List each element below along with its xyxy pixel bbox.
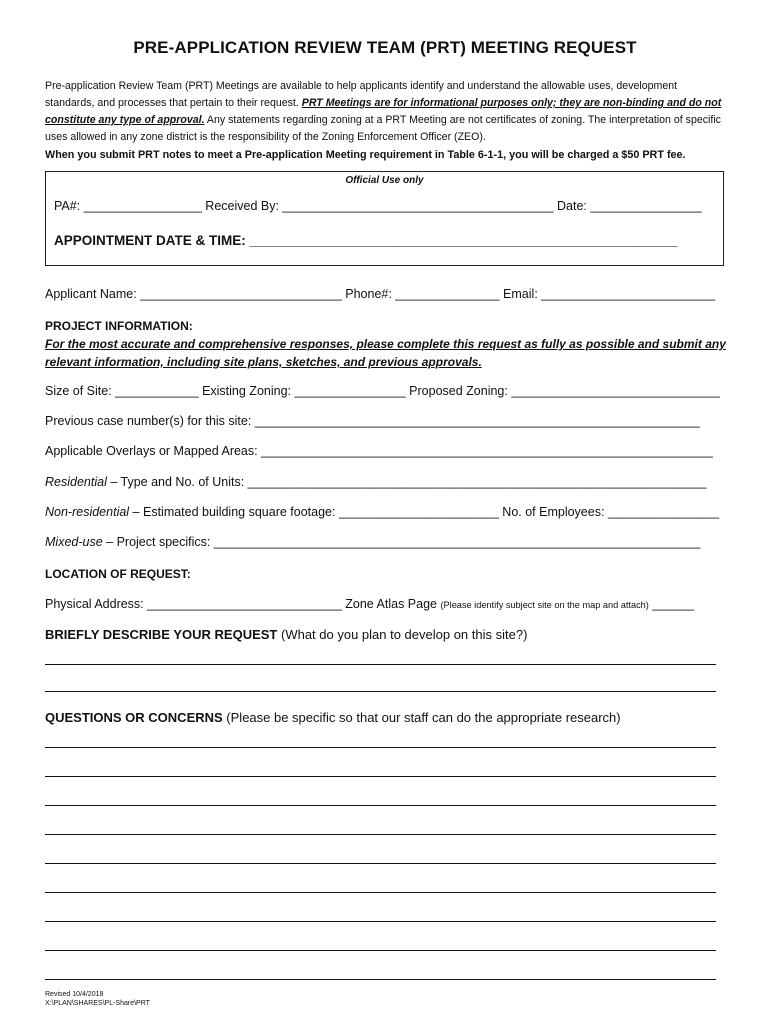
physical-address-line[interactable] xyxy=(45,597,694,611)
site-size-zoning-line[interactable]: Size of Site: ____________ Existing Zoning: ________________ Proposed Zoning: ______________________________ xyxy=(45,384,720,398)
mixed-use-line[interactable] xyxy=(45,535,700,549)
footer-revision xyxy=(45,990,150,1008)
questions-answer-line[interactable] xyxy=(45,776,716,777)
file-path: X:\PLAN\SHARES\PL-Share\PRT xyxy=(45,1000,150,1007)
residential-field: – Type and No. of Units: __________________________________________________________________ xyxy=(106,475,707,489)
residential-label: Residential xyxy=(45,475,107,489)
questions-answer-line[interactable] xyxy=(45,892,716,893)
questions-answer-line[interactable] xyxy=(45,950,716,951)
nonresidential-label: Non-residential xyxy=(45,505,130,519)
intro-paragraph xyxy=(45,78,725,146)
page-title: PRE-APPLICATION REVIEW TEAM (PRT) MEETING REQUEST xyxy=(133,38,637,57)
questions-answer-line[interactable] xyxy=(45,979,716,980)
location-heading: LOCATION OF REQUEST: xyxy=(45,567,191,581)
mixed-use-field: – Project specifics: ______________________________________________________________________ xyxy=(102,535,701,549)
address-field: Physical Address: ____________________________ Zone Atlas Page xyxy=(45,597,441,611)
applicant-contact-line[interactable]: Applicant Name: _____________________________ Phone#: _______________ Email: _________________________ xyxy=(45,287,716,301)
questions-answer-line[interactable] xyxy=(45,863,716,864)
intro-text-1: Pre-application Review Team (PRT) Meetings are available to help applicants identify and understand the allowable uses, development standards, and processes that pertain to their request. xyxy=(45,80,678,109)
intro-emphasis: PRT Meetings are for informational purposes only; they are non-binding and do not constitute any type of approval. xyxy=(45,97,722,126)
questions-heading: QUESTIONS OR CONCERNS xyxy=(45,710,223,725)
questions-answer-line[interactable] xyxy=(45,921,716,922)
project-info-heading: PROJECT INFORMATION: xyxy=(45,319,193,333)
atlas-note: (Please identify subject site on the map and attach) xyxy=(440,600,649,610)
describe-request-line xyxy=(45,627,527,642)
appointment-date-time-line[interactable]: APPOINTMENT DATE & TIME: _________________________________________________________ xyxy=(54,233,678,248)
residential-line[interactable] xyxy=(45,475,707,489)
previous-case-line[interactable]: Previous case number(s) for this site: ________________________________________________________________ xyxy=(45,414,700,428)
questions-prompt: (Please be specific so that our staff can do the appropriate research) xyxy=(222,710,621,725)
nonresidential-field: – Estimated building square footage: _______________________ No. of Employees: ________________ xyxy=(129,505,720,519)
project-info-note: For the most accurate and comprehensive responses, please complete this request as fully as possible and submit any relevant information, including site plans, sketches, and previous approvals. xyxy=(45,337,726,369)
questions-line xyxy=(45,710,621,725)
describe-heading: BRIEFLY DESCRIBE YOUR REQUEST xyxy=(45,627,278,642)
intro-text-2: Any statements regarding zoning at a PRT Meeting are not certificates of zoning. The interpretation of specific uses allowed in any zone district is the responsibility of the Zoning Enforcement Officer (ZEO). xyxy=(45,114,721,143)
revised-date: Revised 10/4/2018 xyxy=(45,991,104,998)
nonresidential-line[interactable] xyxy=(45,505,719,519)
official-use-box xyxy=(45,171,724,266)
describe-answer-line[interactable] xyxy=(45,664,716,665)
questions-answer-line[interactable] xyxy=(45,834,716,835)
describe-prompt: (What do you plan to develop on this site?) xyxy=(277,627,528,642)
mixed-use-label: Mixed-use xyxy=(45,535,103,549)
questions-answer-line[interactable] xyxy=(45,805,716,806)
fee-notice: When you submit PRT notes to meet a Pre-application Meeting requirement in Table 6-1-1, you will be charged a $50 PRT fee. xyxy=(45,149,686,161)
describe-answer-line[interactable] xyxy=(45,691,716,692)
atlas-field: ______ xyxy=(648,597,695,611)
pa-received-date-line[interactable]: PA#: _________________ Received By: _______________________________________ Date: ________________ xyxy=(54,199,702,213)
questions-answer-line[interactable] xyxy=(45,747,716,748)
overlays-line[interactable]: Applicable Overlays or Mapped Areas: _________________________________________________________________ xyxy=(45,444,713,458)
official-use-heading: Official Use only xyxy=(345,175,424,186)
